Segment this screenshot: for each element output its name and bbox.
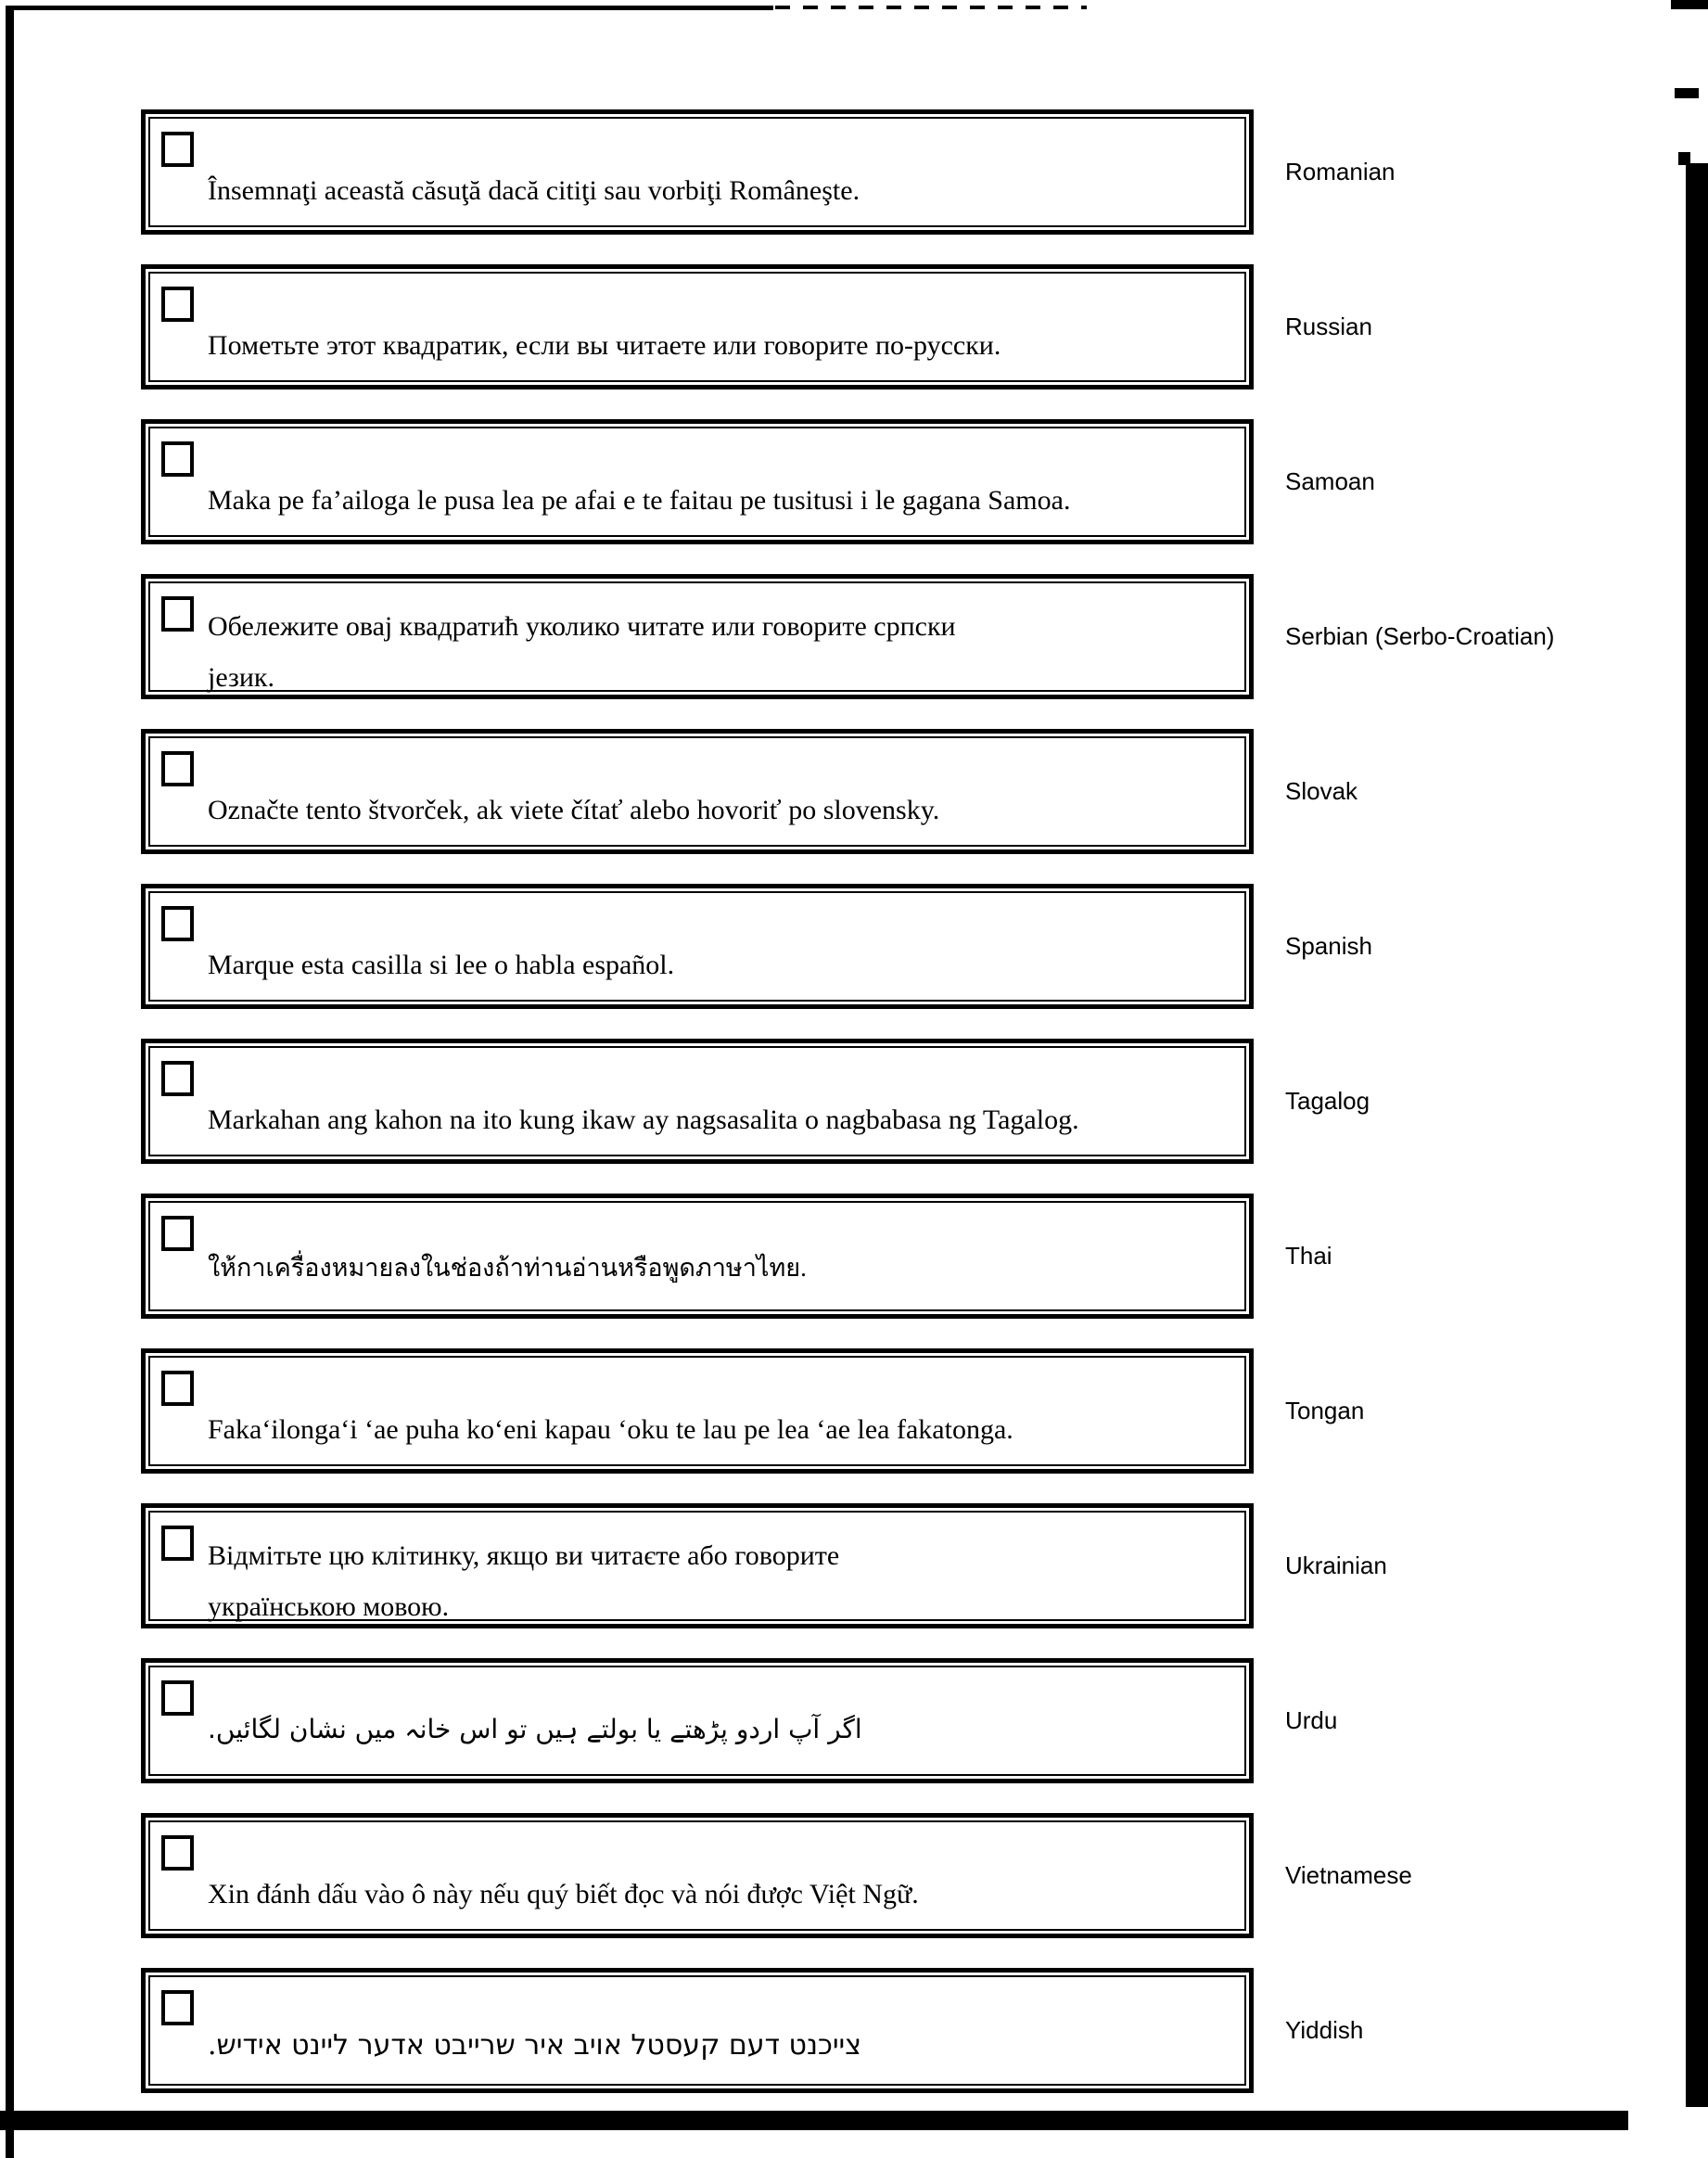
serbian-checkbox[interactable] bbox=[161, 596, 194, 632]
instruction-box-inner-border bbox=[148, 427, 1246, 537]
instruction-box-inner-border bbox=[148, 1046, 1246, 1156]
language-label: Ukrainian bbox=[1285, 1551, 1387, 1579]
instruction-box-inner-border bbox=[148, 1666, 1246, 1776]
instruction-text: Пометьте этот квадратик, если вы читаете или говорите по-русски. bbox=[208, 330, 1001, 361]
language-row-romanian bbox=[141, 109, 1554, 235]
instruction-box bbox=[141, 109, 1254, 235]
language-label: Tagalog bbox=[1285, 1087, 1370, 1115]
instruction-box bbox=[141, 1813, 1254, 1938]
language-row-spanish bbox=[141, 884, 1554, 1009]
instruction-box bbox=[141, 1194, 1254, 1319]
language-row-russian bbox=[141, 264, 1554, 389]
instruction-box-inner-border bbox=[148, 891, 1246, 1002]
language-label: Tongan bbox=[1285, 1397, 1365, 1424]
slovak-checkbox[interactable] bbox=[161, 751, 194, 786]
language-row-yiddish bbox=[141, 1968, 1554, 2093]
scan-right-dash bbox=[1675, 88, 1699, 98]
instruction-box-inner-border bbox=[148, 1820, 1246, 1931]
language-row-vietnamese bbox=[141, 1813, 1554, 1938]
scan-edge-top-dashes bbox=[775, 6, 1087, 9]
russian-checkbox[interactable] bbox=[161, 287, 194, 322]
instruction-box bbox=[141, 1968, 1254, 2093]
language-label: Spanish bbox=[1285, 932, 1372, 960]
instruction-box bbox=[141, 729, 1254, 854]
language-label: Slovak bbox=[1285, 777, 1358, 805]
language-label: Yiddish bbox=[1285, 2016, 1364, 2044]
language-label: Serbian (Serbo-Croatian) bbox=[1285, 622, 1555, 650]
language-label: Romanian bbox=[1285, 158, 1396, 185]
urdu-checkbox[interactable] bbox=[161, 1680, 194, 1716]
instruction-box-inner-border bbox=[148, 1511, 1246, 1621]
instruction-box bbox=[141, 1348, 1254, 1474]
instruction-box bbox=[141, 419, 1254, 544]
page-edge-left-line bbox=[6, 6, 14, 2158]
language-label: Vietnamese bbox=[1285, 1861, 1412, 1889]
instruction-box-inner-border bbox=[148, 272, 1246, 382]
instruction-text: Markahan ang kahon na ito kung ikaw ay nagsasalita o nagbabasa ng Tagalog. bbox=[208, 1105, 1079, 1135]
instruction-box bbox=[141, 1658, 1254, 1783]
instruction-text: Обележите овај квадратић уколико читате или говорите српски језик. bbox=[208, 611, 956, 693]
instruction-box-inner-border bbox=[148, 117, 1246, 227]
instruction-box-inner-border bbox=[148, 736, 1246, 847]
instruction-box-inner-border bbox=[148, 581, 1246, 692]
romanian-checkbox[interactable] bbox=[161, 132, 194, 167]
language-row-samoan bbox=[141, 419, 1554, 544]
language-row-thai bbox=[141, 1194, 1554, 1319]
instruction-box bbox=[141, 1039, 1254, 1164]
language-label: Samoan bbox=[1285, 467, 1375, 495]
language-row-urdu bbox=[141, 1658, 1554, 1783]
scan-corner-dash bbox=[1671, 0, 1708, 9]
instruction-text: Xin đánh dấu vào ô này nếu quý biết đọc và nói được Việt Ngữ. bbox=[208, 1879, 919, 1909]
language-row-tagalog bbox=[141, 1039, 1554, 1164]
samoan-checkbox[interactable] bbox=[161, 441, 194, 477]
scan-edge-top-line bbox=[6, 6, 773, 10]
instruction-box bbox=[141, 884, 1254, 1009]
instruction-text: Označte tento štvorček, ak viete čítať alebo hovoriť po slovensky. bbox=[208, 795, 940, 825]
language-row-tongan bbox=[141, 1348, 1554, 1474]
language-label: Thai bbox=[1285, 1242, 1332, 1270]
vietnamese-checkbox[interactable] bbox=[161, 1835, 194, 1871]
tongan-checkbox[interactable] bbox=[161, 1371, 194, 1406]
language-label: Russian bbox=[1285, 313, 1372, 340]
instruction-box-inner-border bbox=[148, 1975, 1246, 2086]
instruction-text: Maka pe fa’ailoga le pusa lea pe afai e te faitau pe tusitusi i le gagana Samoa. bbox=[208, 485, 1071, 516]
instruction-text: اگر آپ اردو پڑھتے یا بولتے ہیں تو اس خانہ میں نشان لگائیں. bbox=[208, 1714, 862, 1744]
instruction-text: Marque esta casilla si lee o habla español. bbox=[208, 950, 675, 980]
instruction-box bbox=[141, 264, 1254, 389]
instruction-text: Însemnaţi această căsuţă dacă citiţi sau vorbiţi Româneşte. bbox=[208, 175, 860, 206]
page-edge-right-bar bbox=[1686, 163, 1708, 2107]
instruction-text: צייכנט דעם קעסטל אויב איר שרייבט אדער ליינט אידיש. bbox=[208, 2029, 862, 2062]
thai-checkbox[interactable] bbox=[161, 1216, 194, 1251]
language-row-slovak bbox=[141, 729, 1554, 854]
yiddish-checkbox[interactable] bbox=[161, 1990, 194, 2025]
language-row-ukrainian bbox=[141, 1503, 1554, 1628]
instruction-text: ให้กาเครื่องหมายลงในช่องถ้าท่านอ่านหรือพูดภาษาไทย. bbox=[208, 1254, 807, 1282]
instruction-text: Faka‘ilonga‘i ‘ae puha ko‘eni kapau ‘oku te lau pe lea ‘ae lea fakatonga. bbox=[208, 1414, 1013, 1445]
instruction-box-inner-border bbox=[148, 1201, 1246, 1311]
instruction-box-inner-border bbox=[148, 1356, 1246, 1466]
instruction-box bbox=[141, 1503, 1254, 1628]
instruction-text: Відмітьте цю клітинку, якщо ви читаєте або говорите українською мовою. bbox=[208, 1540, 840, 1622]
ukrainian-checkbox[interactable] bbox=[161, 1526, 194, 1561]
language-label: Urdu bbox=[1285, 1706, 1338, 1734]
language-row-serbian bbox=[141, 574, 1554, 699]
language-rows bbox=[141, 109, 1554, 2123]
tagalog-checkbox[interactable] bbox=[161, 1061, 194, 1096]
spanish-checkbox[interactable] bbox=[161, 906, 194, 941]
instruction-box bbox=[141, 574, 1254, 699]
